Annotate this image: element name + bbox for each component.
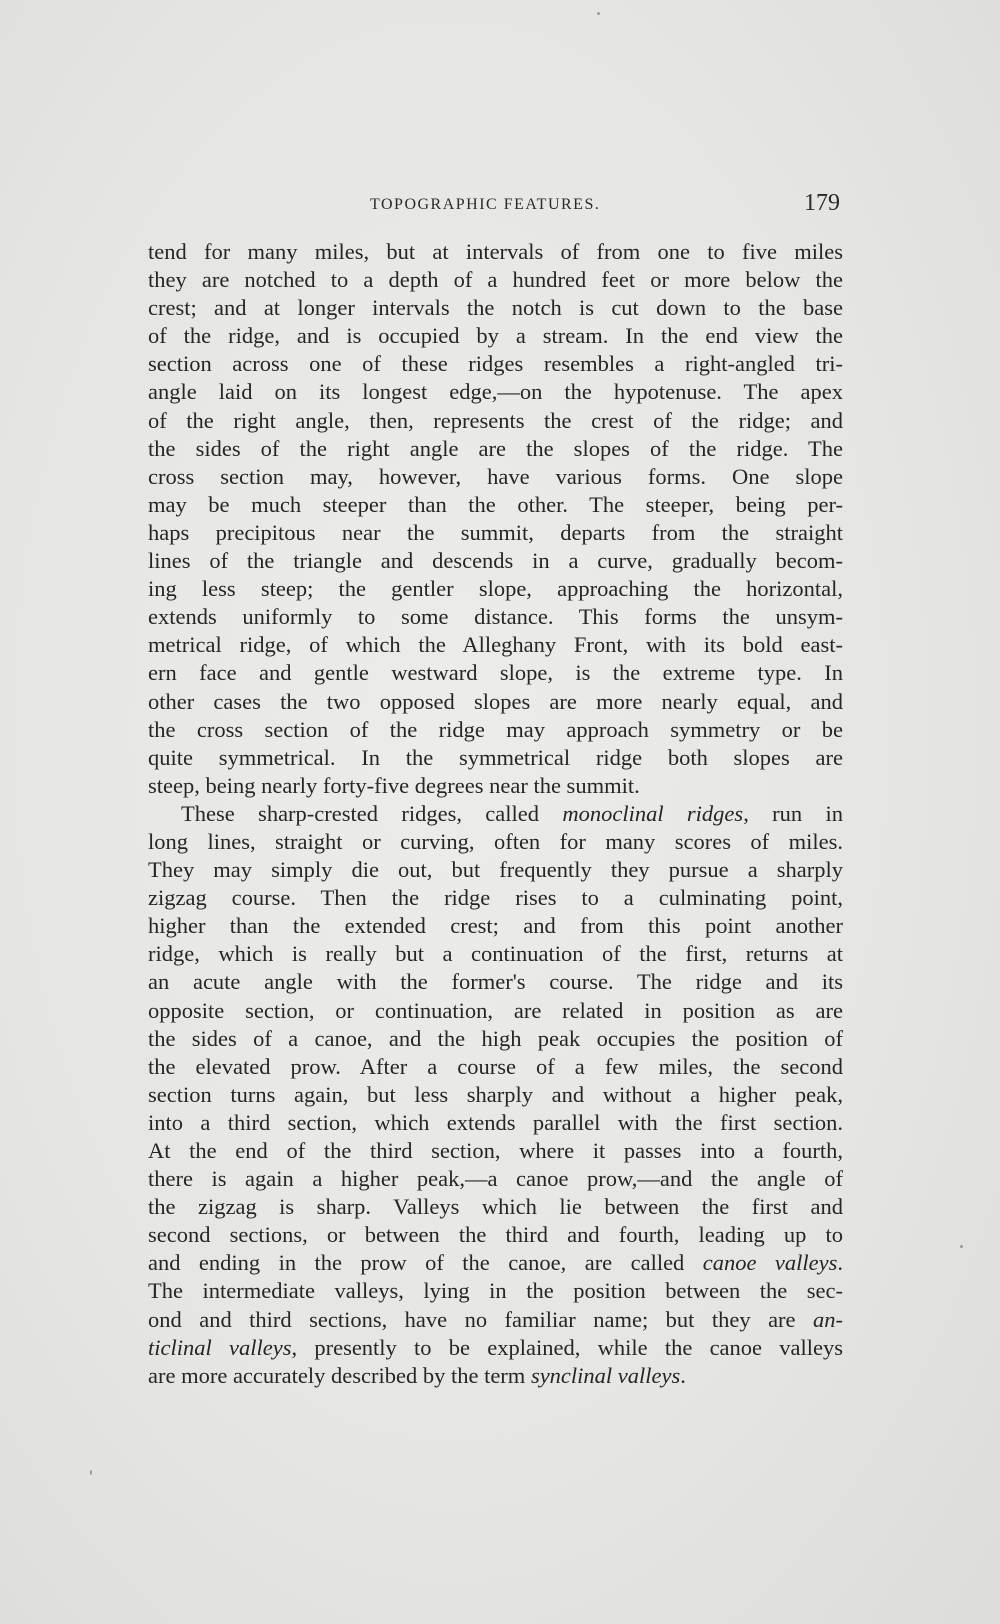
paper-speck	[960, 1245, 963, 1248]
text-line: extends uniformly to some distance. This forms the unsym-	[148, 604, 843, 630]
text-line: an acute angle with the former's course. The ridge and its	[148, 969, 843, 995]
paper-speck	[597, 12, 600, 15]
text-line: the sides of the right angle are the slopes of the ridge. The	[148, 435, 843, 461]
text-line	[148, 1249, 843, 1277]
body-text	[148, 238, 843, 1390]
text-line: tend for many miles, but at intervals of from one to five miles	[148, 239, 843, 264]
text-line: angle laid on its longest edge,—on the hypotenuse. The apex	[148, 379, 843, 405]
text-line	[148, 800, 843, 828]
text-run: , presently to be explained, while the canoe valleys	[291, 1334, 844, 1360]
text-line: the elevated prow. After a course of a few miles, the second	[148, 1053, 843, 1079]
running-head	[148, 190, 840, 220]
text-line: ern face and gentle westward slope, is the extreme type. In	[148, 660, 843, 686]
italic-term: an-	[813, 1306, 843, 1332]
text-line: metrical ridge, of which the Alleghany Front, with its bold east-	[148, 632, 843, 658]
text-run: and ending in the prow of the canoe, are called	[148, 1250, 703, 1276]
text-run: ond and third sections, have no familiar name; but they are	[148, 1306, 813, 1332]
text-line: cross section may, however, have various forms. One slope	[148, 463, 843, 489]
text-line: ing less steep; the gentler slope, approaching the horizontal,	[148, 576, 843, 602]
text-line	[148, 1306, 843, 1334]
text-line	[148, 1334, 843, 1362]
text-line: section across one of these ridges resembles a right-angled tri-	[148, 351, 843, 377]
running-head-title: TOPOGRAPHIC FEATURES.	[370, 196, 601, 213]
text-line: higher than the extended crest; and from this point another	[148, 913, 843, 939]
text-run: These sharp-crested ridges, called	[181, 800, 563, 826]
text-line: the sides of a canoe, and the high peak occupies the position of	[148, 1025, 843, 1051]
text-line: other cases the two opposed slopes are more nearly equal, and	[148, 688, 843, 714]
text-line: haps precipitous near the summit, departs from the straight	[148, 519, 843, 545]
italic-term: synclinal valleys	[530, 1362, 681, 1388]
text-run: , run in	[743, 800, 843, 826]
text-line: second sections, or between the third and fourth, leading up to	[148, 1222, 843, 1248]
text-line	[148, 1362, 843, 1390]
text-line: long lines, straight or curving, often for many scores of miles.	[148, 828, 843, 854]
text-line: At the end of the third section, where it passes into a fourth,	[148, 1138, 843, 1163]
text-line: zigzag course. Then the ridge rises to a culminating point,	[148, 885, 843, 911]
text-line: ridge, which is really but a continuation of the first, returns at	[148, 941, 843, 967]
text-line: crest; and at longer intervals the notch is cut down to the base	[148, 295, 843, 321]
text-line: lines of the triangle and descends in a curve, gradually becom-	[148, 548, 843, 574]
text-run: are more accurately described by the term	[148, 1362, 531, 1388]
text-line: may be much steeper than the other. The steeper, being per-	[148, 491, 843, 517]
text-run: .	[837, 1250, 843, 1276]
text-line: they are notched to a depth of a hundred feet or more below the	[148, 267, 843, 293]
text-line: quite symmetrical. In the symmetrical ridge both slopes are	[148, 744, 843, 770]
text-run: .	[680, 1362, 686, 1388]
text-line: the zigzag is sharp. Valleys which lie between the first and	[148, 1194, 843, 1220]
page-number: 179	[804, 190, 840, 216]
text-line: They may simply die out, but frequently they pursue a sharply	[148, 857, 843, 883]
text-line: steep, being nearly forty-five degrees near the summit.	[148, 772, 640, 798]
paper-speck	[90, 1470, 92, 1475]
italic-term: ticlinal valleys	[148, 1334, 292, 1360]
text-line: into a third section, which extends parallel with the first section.	[148, 1109, 843, 1135]
text-line: there is again a higher peak,—a canoe prow,—and the angle of	[148, 1166, 843, 1192]
text-line: the cross section of the ridge may approach symmetry or be	[148, 716, 843, 742]
text-line: opposite section, or continuation, are related in position as are	[148, 997, 843, 1023]
italic-term: monoclinal ridges	[562, 800, 744, 826]
text-line: of the ridge, and is occupied by a stream. In the end view the	[148, 323, 843, 349]
text-line: of the right angle, then, represents the crest of the ridge; and	[148, 407, 843, 433]
text-line: The intermediate valleys, lying in the position between the sec-	[148, 1278, 843, 1304]
text-line: section turns again, but less sharply and without a higher peak,	[148, 1081, 843, 1107]
italic-term: canoe valleys	[702, 1250, 838, 1276]
